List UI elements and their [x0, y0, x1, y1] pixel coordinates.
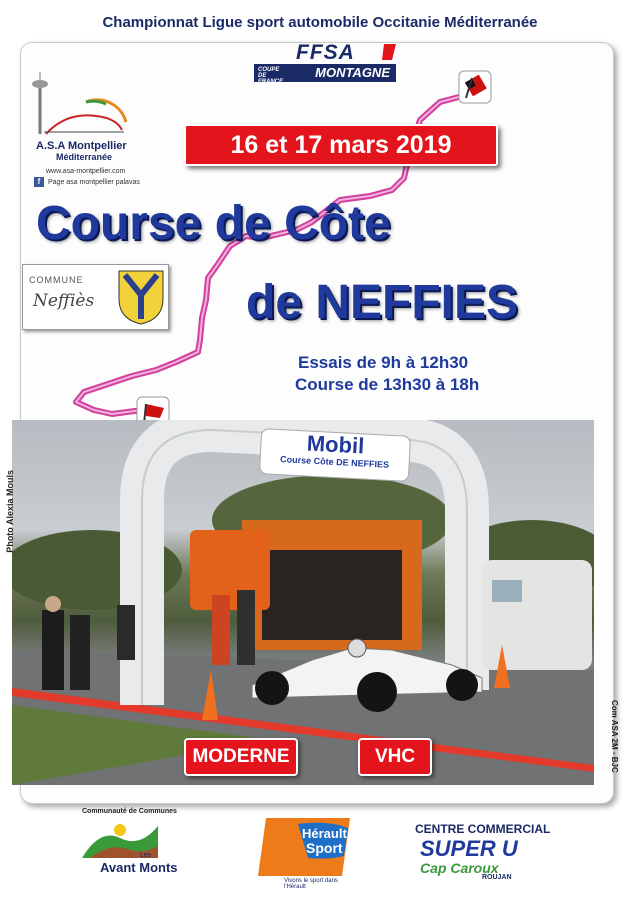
commune-label: COMMUNE	[29, 275, 84, 285]
race-photo	[12, 420, 594, 785]
category-vhc: VHC	[358, 738, 432, 776]
championship-title: Championnat Ligue sport automobile Occitanie Méditerranée	[102, 14, 538, 31]
design-credit: Com ASA 2M - BJC	[610, 700, 619, 773]
facebook-label: Page asa montpellier palavas	[48, 178, 140, 186]
herault-sport-logo	[258, 816, 358, 890]
event-title-line2: de NEFFIES	[246, 276, 519, 329]
ffsa-logo: FFSA	[296, 41, 355, 64]
superu-label1: CENTRE COMMERCIAL	[415, 822, 551, 836]
event-title-line1: Course de Côte	[36, 197, 391, 250]
schedule-practice: Essais de 9h à 12h30	[298, 353, 469, 372]
ffsa-montagne-label: MONTAGNE	[315, 65, 390, 80]
commune-logo	[22, 264, 169, 330]
schedule	[295, 352, 480, 396]
schedule-race: Course de 13h30 à 18h	[295, 375, 480, 394]
arch-text: Course Côte DE NEFFIES	[279, 454, 390, 470]
superu-label4: ROUJAN	[482, 874, 512, 881]
coat-of-arms-icon	[117, 269, 165, 325]
asa-name-line2: Méditerranée	[56, 152, 113, 162]
asa-url: www.asa-montpellier.com	[46, 168, 126, 175]
ffsa-coupe-label: COUPE DE FRANCE	[258, 67, 283, 85]
communaute-label: Communauté de Communes	[82, 808, 177, 815]
avant-monts-name: Avant Monts	[100, 860, 178, 875]
herault-sport-label1: Hérault	[302, 826, 347, 841]
event-date: 16 et 17 mars 2019	[184, 124, 498, 166]
avant-monts-les: Les	[140, 852, 152, 859]
finish-flag-icon	[458, 70, 492, 104]
herault-sport-tagline: Vivons le sport dans l'Hérault	[284, 878, 338, 890]
category-moderne: MODERNE	[184, 738, 298, 776]
asa-name-line1: A.S.A Montpellier	[36, 140, 127, 152]
superu-label2: SUPER U	[420, 836, 518, 861]
photo-credit: Photo Alexia Mouls	[5, 470, 15, 553]
superu-label3: Cap Caroux	[420, 860, 499, 876]
commune-name: Neffiès	[33, 291, 95, 311]
facebook-icon: f	[34, 177, 44, 187]
arch-brand: Mobil	[306, 430, 365, 459]
herault-sport-label2: Sport	[306, 840, 343, 856]
arch-banner	[259, 428, 411, 482]
